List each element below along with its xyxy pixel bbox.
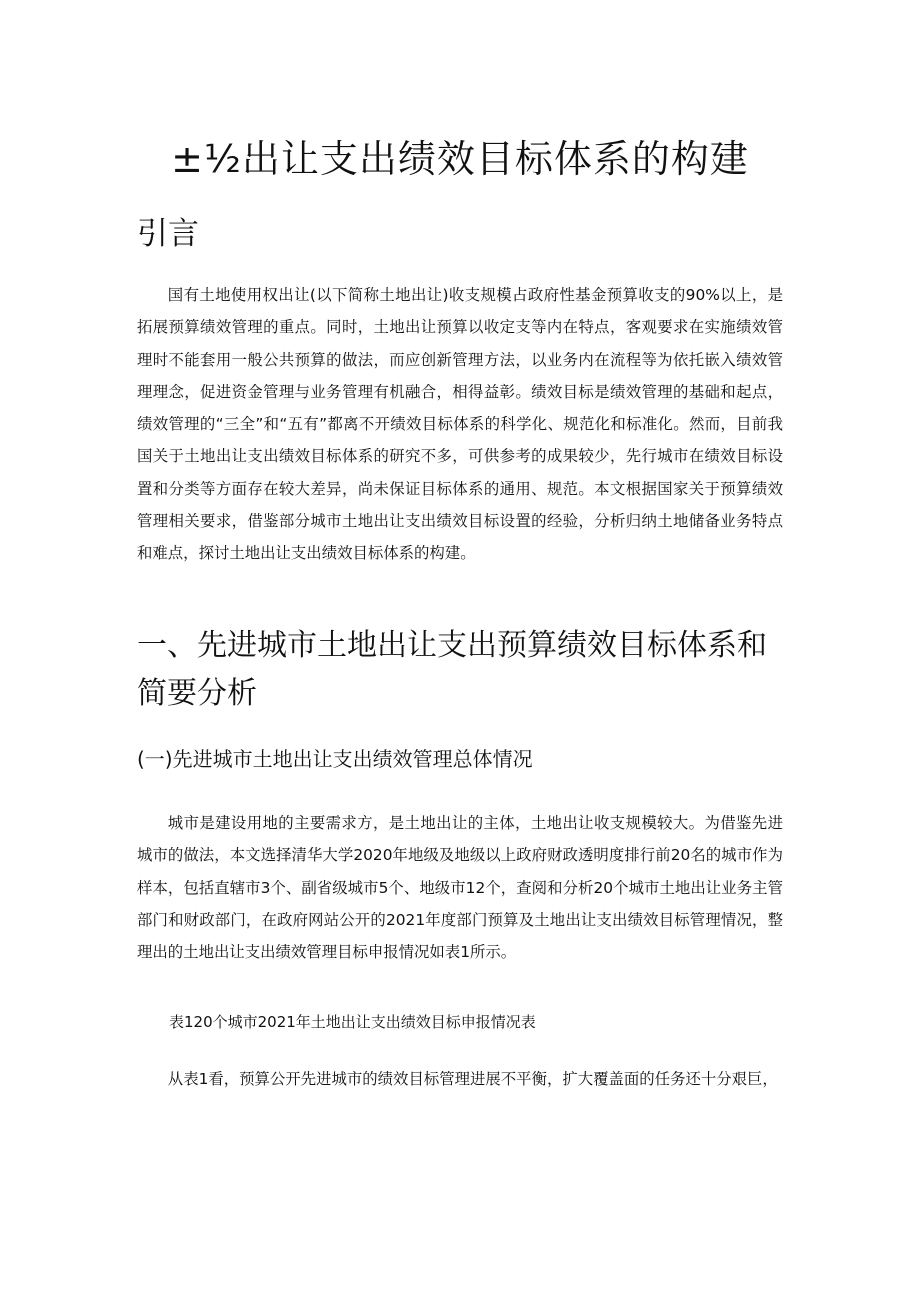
subsection-1-heading: (一)先进城市土地出让支出绩效管理总体情况	[137, 747, 533, 771]
final-paragraph: 从表1看，预算公开先进城市的绩效目标管理进展不平衡，扩大覆盖面的任务还十分艰巨，	[167, 1070, 778, 1088]
intro-heading: 引言	[137, 216, 199, 252]
document-title: ±½出让支出绩效目标体系的构建	[171, 137, 749, 181]
section-1-heading: 一、先进城市土地出让支出预算绩效目标体系和简要分析	[137, 628, 767, 711]
intro-paragraph: 国有土地使用权出让(以下简称土地出让)收支规模占政府性基金预算收支的90%以上，是拓展预算绩效管理的重点。同时，土地出让预算以收定支等内在特点，客观要求在实施绩效管理时不能套用一般公共预算的做法，而应创新管理方法，以业务内在流程等为依托嵌入绩效管理理念，促进资金管理与业务管理有机融合，相得益彰。绩效目标是绩效管理的基础和起点，绩效管理的“三全”和“五有”都离不开绩效目标体系的科学化、规范化和标准化。然而，目前我国关于土地出让支出绩效目标体系的研究不多，可供参考的成果较少，先行城市在绩效目标设置和分类等方面存在较大差异，尚未保证目标体系的通用、规范。本文根据国家关于预算绩效管理相关要求，借鉴部分城市土地出让支出绩效目标设置的经验，分析归纳土地储备业务特点和难点，探讨土地出让支出绩效目标体系的构建。	[137, 286, 783, 563]
table-caption: 表120个城市2021年土地出让支出绩效目标申报情况表	[169, 1013, 536, 1031]
subsection-1-paragraph: 城市是建设用地的主要需求方，是土地出让的主体，土地出让收支规模较大。为借鉴先进城市的做法，本文选择清华大学2020年地级及地级以上政府财政透明度排行前20名的城市作为样本，包括直辖市3个、副省级城市5个、地级市12个，查阅和分析20个城市土地出让业务主管部门和财政部门，在政府网站公开的2021年度部门预算及土地出让支出绩效目标管理情况，整理出的土地出让支出绩效管理目标申报情况如表1所示。	[137, 814, 783, 962]
